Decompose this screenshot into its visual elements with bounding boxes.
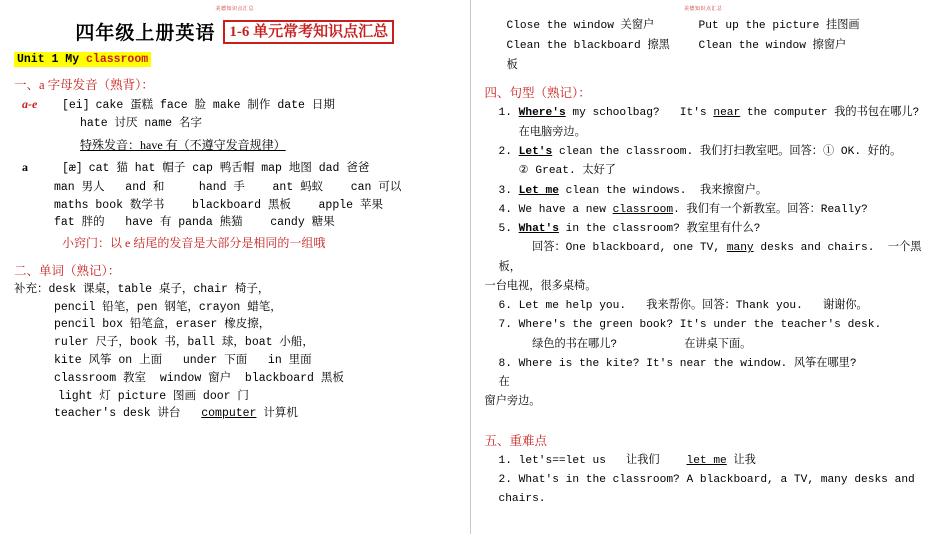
phonetic-row-ae-2	[14, 115, 456, 133]
right-page-column	[471, 0, 936, 534]
pronunciation-tip: 小窍门：以 e 结尾的发音是大部分是相同的一组哦	[62, 236, 326, 251]
vocab-line-8: teacher's desk 讲台 computer 计算机	[54, 407, 298, 421]
sentence-3: 3. Let me clean the windows. 我来擦窗户。	[498, 184, 768, 197]
command-1a: Close the window 关窗户	[506, 20, 655, 32]
key-point-2: 2. What's in the classroom? A blackboard, a TV, many desks and chairs.	[498, 473, 922, 506]
vocab-line-3: pencil box 铅笔盒，eraser 橡皮擦，	[54, 318, 271, 332]
vocab-line-7: light 灯 picture 图画 door 门	[58, 389, 249, 403]
title-badge: 1-6 单元常考知识点汇总	[223, 20, 394, 44]
vocab-line-5: kite 风筝 on 上面 under 下面 in 里面	[54, 354, 312, 368]
vocab-highlight: computer	[201, 407, 257, 421]
phonetic-words-ae-2: hate 讨厌 name 名字	[80, 117, 202, 131]
special-pronunciation-note	[14, 136, 456, 155]
command-1b: Put up the picture 挂图画	[698, 20, 860, 32]
page-title: 四年级上册英语	[75, 23, 216, 44]
section-heading-1: 一、a 字母发音（熟背）：	[14, 78, 154, 92]
sentence-2b: ② Great. 太好了	[498, 165, 616, 178]
commands-row-2	[485, 36, 923, 76]
title-row	[14, 18, 456, 45]
vocab-line-2: pencil 铅笔，pen 钢笔，crayon 蜡笔，	[54, 300, 282, 314]
command-2b: Clean the window 擦窗户	[698, 40, 847, 53]
vocab-line-6: classroom 教室 window 窗户 blackboard 黑板	[54, 371, 344, 385]
vocab-line-4: ruler 尺子，book 书，ball 球，boat 小船，	[54, 336, 314, 350]
phonetic-key-a: a	[22, 160, 28, 175]
sentence-8: 8. Where is the kite? It's near the window. 风筝在哪里? 在	[498, 357, 924, 390]
phonetic-row-a	[14, 158, 456, 178]
phonetic-key-ae: a-e	[22, 97, 38, 111]
phonetic-words-a-4: fat 胖的 have 有 panda 熊猫 candy 糖果	[54, 216, 335, 230]
key-point-1: 1. let's==let us 让我们 let me 让我	[498, 454, 756, 467]
phonetic-words-a-2: man 男人 and 和 hand 手 ant 蚂蚁 can 可以	[54, 180, 402, 194]
unit-heading-part2: classroom	[86, 53, 149, 66]
unit-heading	[14, 52, 151, 67]
watermark-left: 美德知识点汇总	[215, 6, 254, 12]
sentence-8b: 窗户旁边。	[484, 396, 541, 409]
sentence-5: 5. What's in the classroom? 教室里有什么?	[498, 223, 761, 236]
watermark-right: 美德知识点汇总	[683, 6, 723, 12]
sentence-2: 2. Let's clean the classroom. 我们打扫教室吧。回答：① OK. 好的。	[498, 146, 902, 158]
phonetic-words-a-1: cat 猫 hat 帽子 cap 鸭舌帽 map 地图 dad 爸爸	[88, 162, 370, 176]
command-2a: Clean the blackboard 擦黑板	[506, 40, 670, 73]
special-pronunciation-text: 特殊发音：have 有（不遵守发音规律）	[80, 137, 286, 152]
phonetic-row-ae	[14, 95, 456, 115]
vocab-line-1: 补充：desk 课桌，table 桌子，chair 椅子，	[14, 282, 270, 296]
unit-heading-part1: Unit 1 My	[17, 53, 87, 66]
sentence-5c: 一台电视，很多桌椅。	[484, 280, 597, 293]
section-heading-2: 二、单词（熟记）：	[14, 263, 121, 278]
sentence-5b: 回答：One blackboard, one TV, many desks and chairs. 一个黑板，	[498, 242, 922, 274]
section-heading-5: 五、重难点	[484, 433, 548, 448]
phonetic-ipa-a: [æ]	[62, 162, 83, 176]
unit-heading-wrap	[14, 45, 456, 67]
sentence-6: 6. Let me help you. 我来帮你。回答：Thank you. 谢谢你。	[498, 300, 868, 313]
sentence-1: 1. Where's my schoolbag? It's near the computer 我的书包在哪儿?	[498, 107, 920, 120]
commands-row-1	[485, 16, 923, 36]
sentence-7b: 绿色的书在哪儿? 在讲桌下面。	[498, 338, 752, 351]
phonetic-ipa-ae: [ei]	[62, 99, 90, 112]
section-heading-4: 四、句型（熟记）：	[484, 86, 591, 101]
sentence-7: 7. Where's the green book? It's under the teacher's desk.	[498, 319, 882, 332]
sentence-4: 4. We have a new classroom. 我们有一个新教室。回答：Really?	[498, 203, 868, 216]
sentence-1b: 在电脑旁边。	[498, 126, 586, 139]
phonetic-words-a-3: maths book 数学书 blackboard 黑板 apple 苹果	[54, 198, 383, 212]
phonetic-words-ae-1: cake 蛋糕 face 脸 make 制作 date 日期	[95, 99, 335, 112]
